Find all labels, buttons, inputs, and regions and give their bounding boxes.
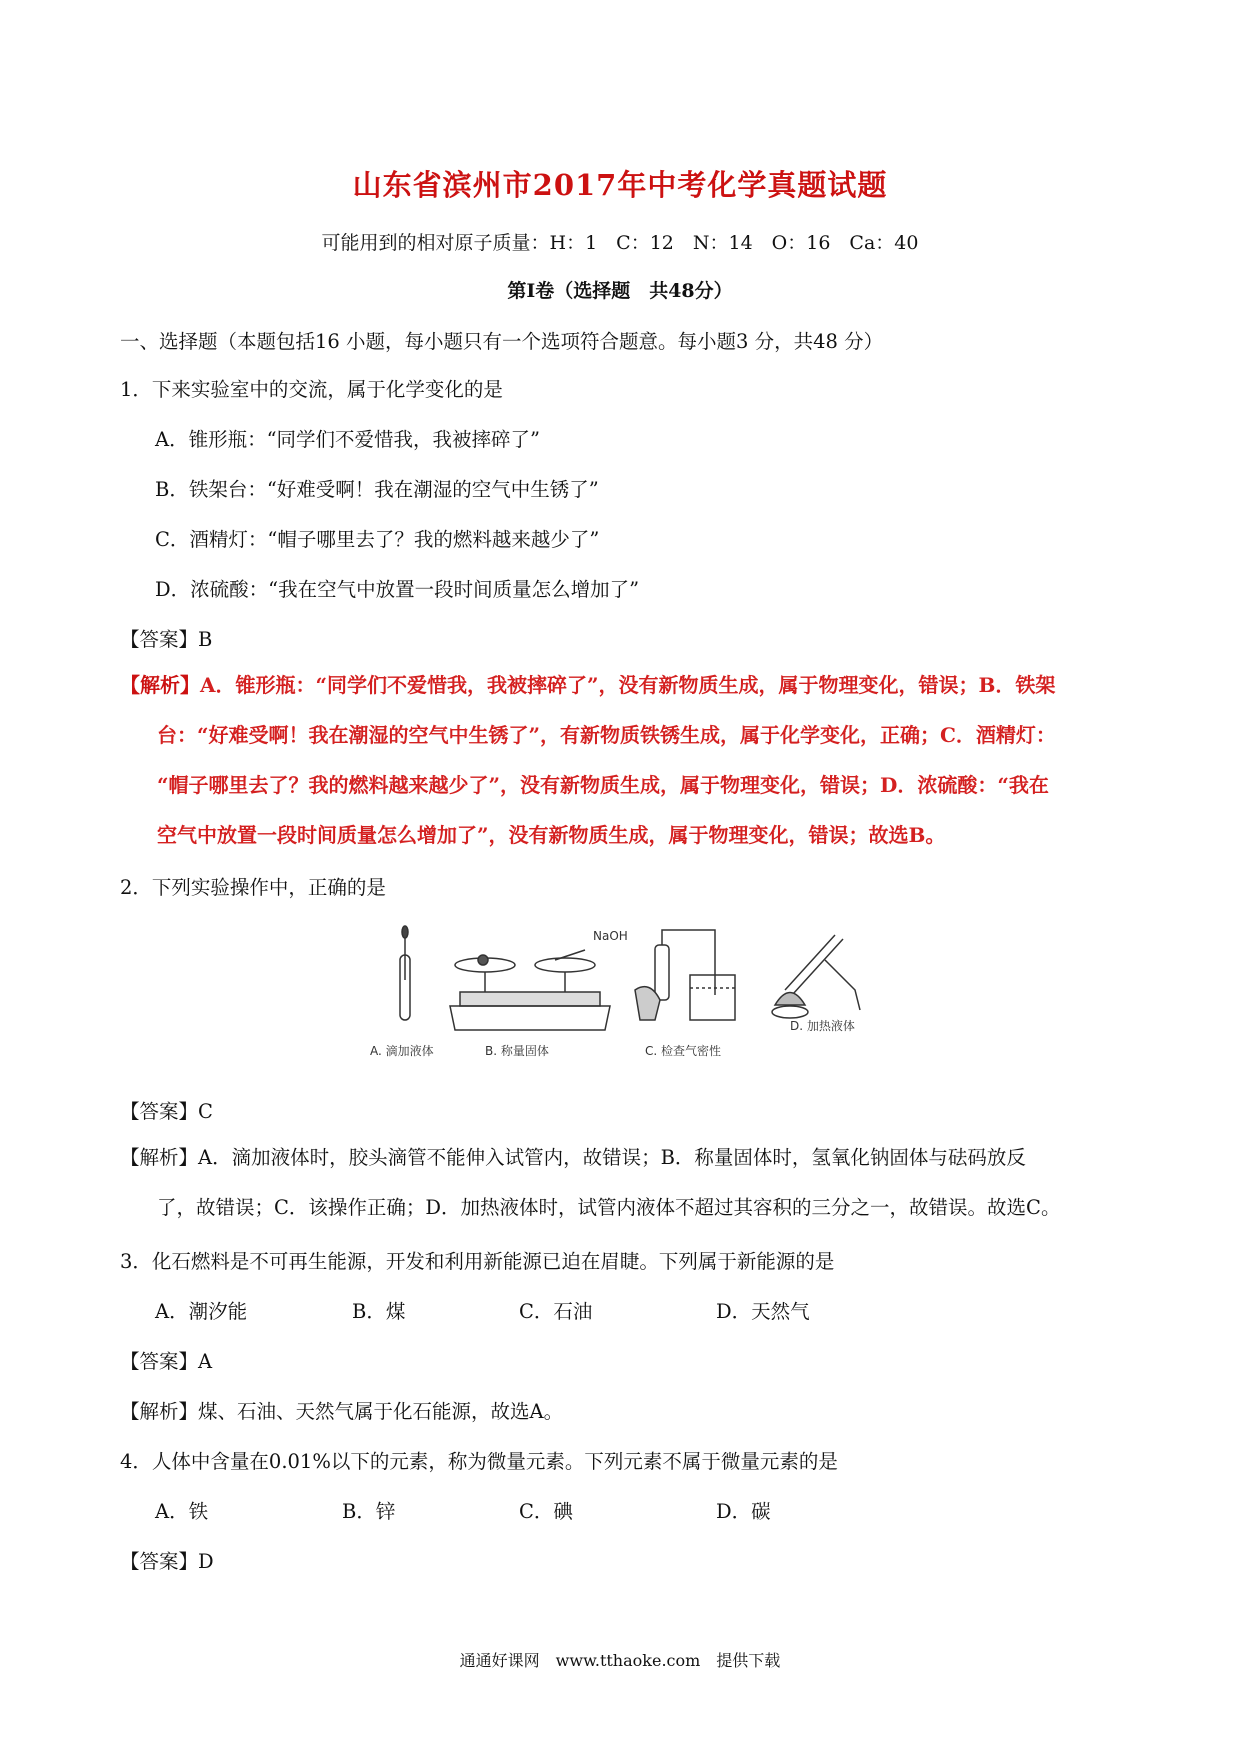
q3-option-a: A．潮汐能 [155, 1300, 248, 1323]
q1-explanation [120, 660, 1150, 860]
q4-option-d: D．碳 [716, 1500, 771, 1523]
q3-stem: 3．化石燃料是不可再生能源，开发和利用新能源已迫在眉睫。下列属于新能源的是 [120, 1250, 835, 1273]
q4-option-a: A．铁 [155, 1500, 209, 1523]
apparatus-c-airtightness [635, 930, 735, 1020]
volume-heading: 第Ⅰ卷（选择题 共48分） [507, 280, 733, 302]
q1-explanation-label: 【解析】 [120, 673, 200, 697]
lab-apparatus-illustration [355, 920, 930, 1070]
q1-option-d: D．浓硫酸：“我在空气中放置一段时间质量怎么增加了” [155, 578, 640, 601]
q2-explanation [120, 1133, 1150, 1233]
q4-option-b: B．锌 [342, 1500, 396, 1523]
q1-explanation-line-1: 【解析】A．锥形瓶：“同学们不爱惜我，我被摔碎了”，没有新物质生成，属于物理变化，错误；B．铁架 [120, 673, 1056, 697]
page-footer: 通通好课网 www.tthaoke.com 提供下载 [459, 1651, 781, 1670]
q2-experiment-figure [355, 920, 930, 1070]
q1-answer: 【答案】B [120, 628, 213, 651]
q3-option-d: D．天然气 [716, 1300, 810, 1323]
q4-option-c: C．碘 [519, 1500, 573, 1523]
section-intro: 一、选择题（本题包括16 小题，每小题只有一个选项符合题意。每小题3 分，共48 分） [120, 330, 884, 353]
q1-option-a: A．锥形瓶：“同学们不爱惜我，我被摔碎了” [155, 428, 541, 451]
caption-a: A. 滴加液体 [370, 1044, 434, 1058]
document-title: 山东省滨州市2017年中考化学真题试题 [352, 168, 888, 202]
q3-option-c: C．石油 [519, 1300, 593, 1323]
q2-answer: 【答案】C [120, 1100, 213, 1123]
q1-option-c: C．酒精灯：“帽子哪里去了？我的燃料越来越少了” [155, 528, 600, 551]
apparatus-d-heating [772, 935, 860, 1018]
q3-option-b: B．煤 [352, 1300, 406, 1323]
apparatus-a-dropper [400, 926, 410, 1020]
q1-explanation-line-3: “帽子哪里去了？我的燃料越来越少了”，没有新物质生成，属于物理变化，错误；D．浓硫酸：“我在 [157, 773, 1049, 797]
atomic-masses-line: 可能用到的相对原子质量：H：1 C：12 N：14 O：16 Ca：40 [321, 232, 919, 254]
q2-explanation-line-2: 了，故错误；C．该操作正确；D．加热液体时，试管内液体不超过其容积的三分之一，故错误。故选C。 [157, 1196, 1061, 1219]
q1-stem: 1．下来实验室中的交流，属于化学变化的是 [120, 378, 503, 401]
caption-c: C. 检查气密性 [645, 1044, 722, 1058]
q4-answer: 【答案】D [120, 1550, 214, 1573]
q1-explanation-line-2: 台：“好难受啊！我在潮湿的空气中生锈了”，有新物质铁锈生成，属于化学变化，正确；C．酒精灯： [157, 723, 1056, 747]
label-naoh: NaOH [593, 929, 628, 943]
q4-stem: 4．人体中含量在0.01%以下的元素，称为微量元素。下列元素不属于微量元素的是 [120, 1450, 838, 1473]
q1-option-b: B．铁架台：“好难受啊！我在潮湿的空气中生锈了” [155, 478, 599, 501]
apparatus-b-balance [450, 950, 610, 1030]
q2-explanation-line-1: 【解析】A．滴加液体时，胶头滴管不能伸入试管内，故错误；B．称量固体时，氢氧化钠固体与砝码放反 [120, 1146, 1026, 1169]
q2-stem: 2．下列实验操作中，正确的是 [120, 876, 386, 899]
q3-answer: 【答案】A [120, 1350, 213, 1373]
caption-d: D. 加热液体 [790, 1019, 855, 1033]
q3-explanation: 【解析】煤、石油、天然气属于化石能源，故选A。 [120, 1400, 564, 1423]
caption-b: B. 称量固体 [485, 1044, 549, 1058]
q1-explanation-line-4: 空气中放置一段时间质量怎么增加了”，没有新物质生成，属于物理变化，错误；故选B。 [157, 823, 946, 847]
